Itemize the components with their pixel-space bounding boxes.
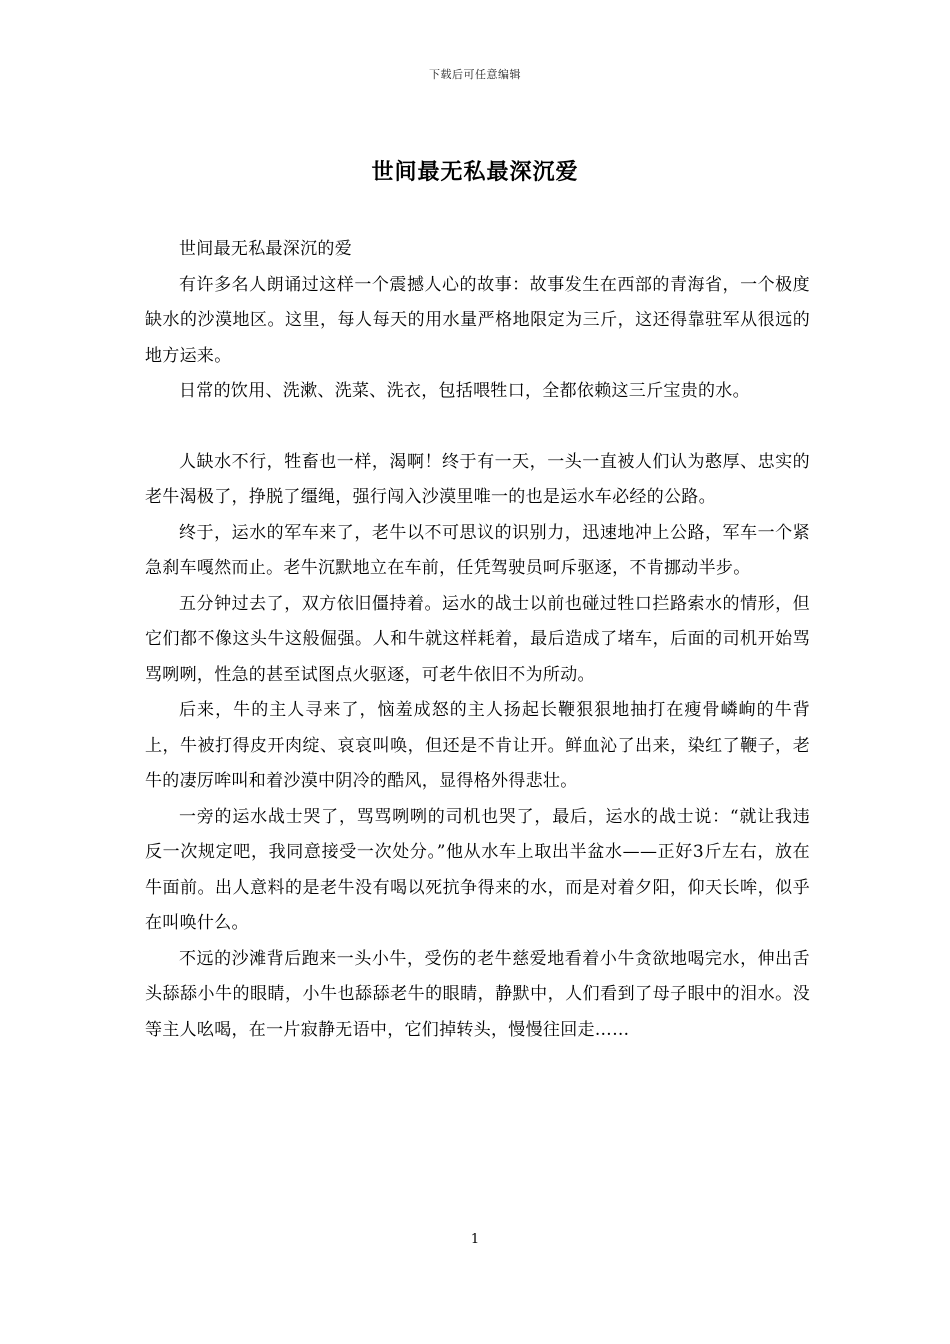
body-paragraph: 日常的饮用、洗漱、洗菜、洗衣，包括喂牲口，全都依赖这三斤宝贵的水。 [179, 381, 750, 401]
document-title: 世间最无私最深沉爱 [371, 159, 579, 185]
body-paragraph: 五分钟过去了，双方依旧僵持着。运水的战士以前也碰过牲口拦路索水的情形，但它们都不像这头牛这般倔强。人和牛就这样耗着，最后造成了堵车，后面的司机开始骂骂咧咧，性急的甚至试图点火驱逐，可老牛依旧不为所动。 [145, 593, 810, 685]
body-paragraph: 有许多名人朗诵过这样一个震撼人心的故事：故事发生在西部的青海省，一个极度缺水的沙漠地区。这里，每人每天的用水量严格地限定为三斤，这还得靠驻军从很远的地方运来。 [145, 274, 810, 366]
header-note: 下载后可任意编辑 [429, 68, 521, 81]
body-paragraph: 一旁的运水战士哭了，骂骂咧咧的司机也哭了，最后，运水的战士说：“就让我违反一次规定吧，我同意接受一次处分。”他从水车上取出半盆水——正好3斤左右，放在牛面前。出人意料的是老牛没有喝以死抗争得来的水，而是对着夕阳，仰天长哞，似乎在叫唤什么。 [145, 806, 810, 933]
subtitle-paragraph: 世间最无私最深沉的爱 [179, 239, 352, 259]
page-number: 1 [470, 1232, 480, 1247]
body-paragraph: 不远的沙滩背后跑来一头小牛，受伤的老牛慈爱地看着小牛贪欲地喝完水，伸出舌头舔舔小牛的眼睛，小牛也舔舔老牛的眼睛，静默中，人们看到了母子眼中的泪水。没等主人吆喝，在一片寂静无语中，它们掉转头，慢慢往回走…… [145, 948, 810, 1040]
document-body [145, 232, 810, 1048]
body-paragraph: 后来，牛的主人寻来了，恼羞成怒的主人扬起长鞭狠狠地抽打在瘦骨嶙峋的牛背上，牛被打得皮开肉绽、哀哀叫唤，但还是不肯让开。鲜血沁了出来，染红了鞭子，老牛的凄厉哞叫和着沙漠中阴冷的酷风，显得格外得悲壮。 [145, 700, 810, 791]
body-paragraph: 人缺水不行，牲畜也一样，渴啊！终于有一天，一头一直被人们认为憨厚、忠实的老牛渴极了，挣脱了缰绳，强行闯入沙漠里唯一的也是运水车必经的公路。 [145, 451, 810, 507]
body-paragraph: 终于，运水的军车来了，老牛以不可思议的识别力，迅速地冲上公路，军车一个紧急刹车嘎然而止。老牛沉默地立在车前，任凭驾驶员呵斥驱逐，不肯挪动半步。 [145, 522, 810, 578]
